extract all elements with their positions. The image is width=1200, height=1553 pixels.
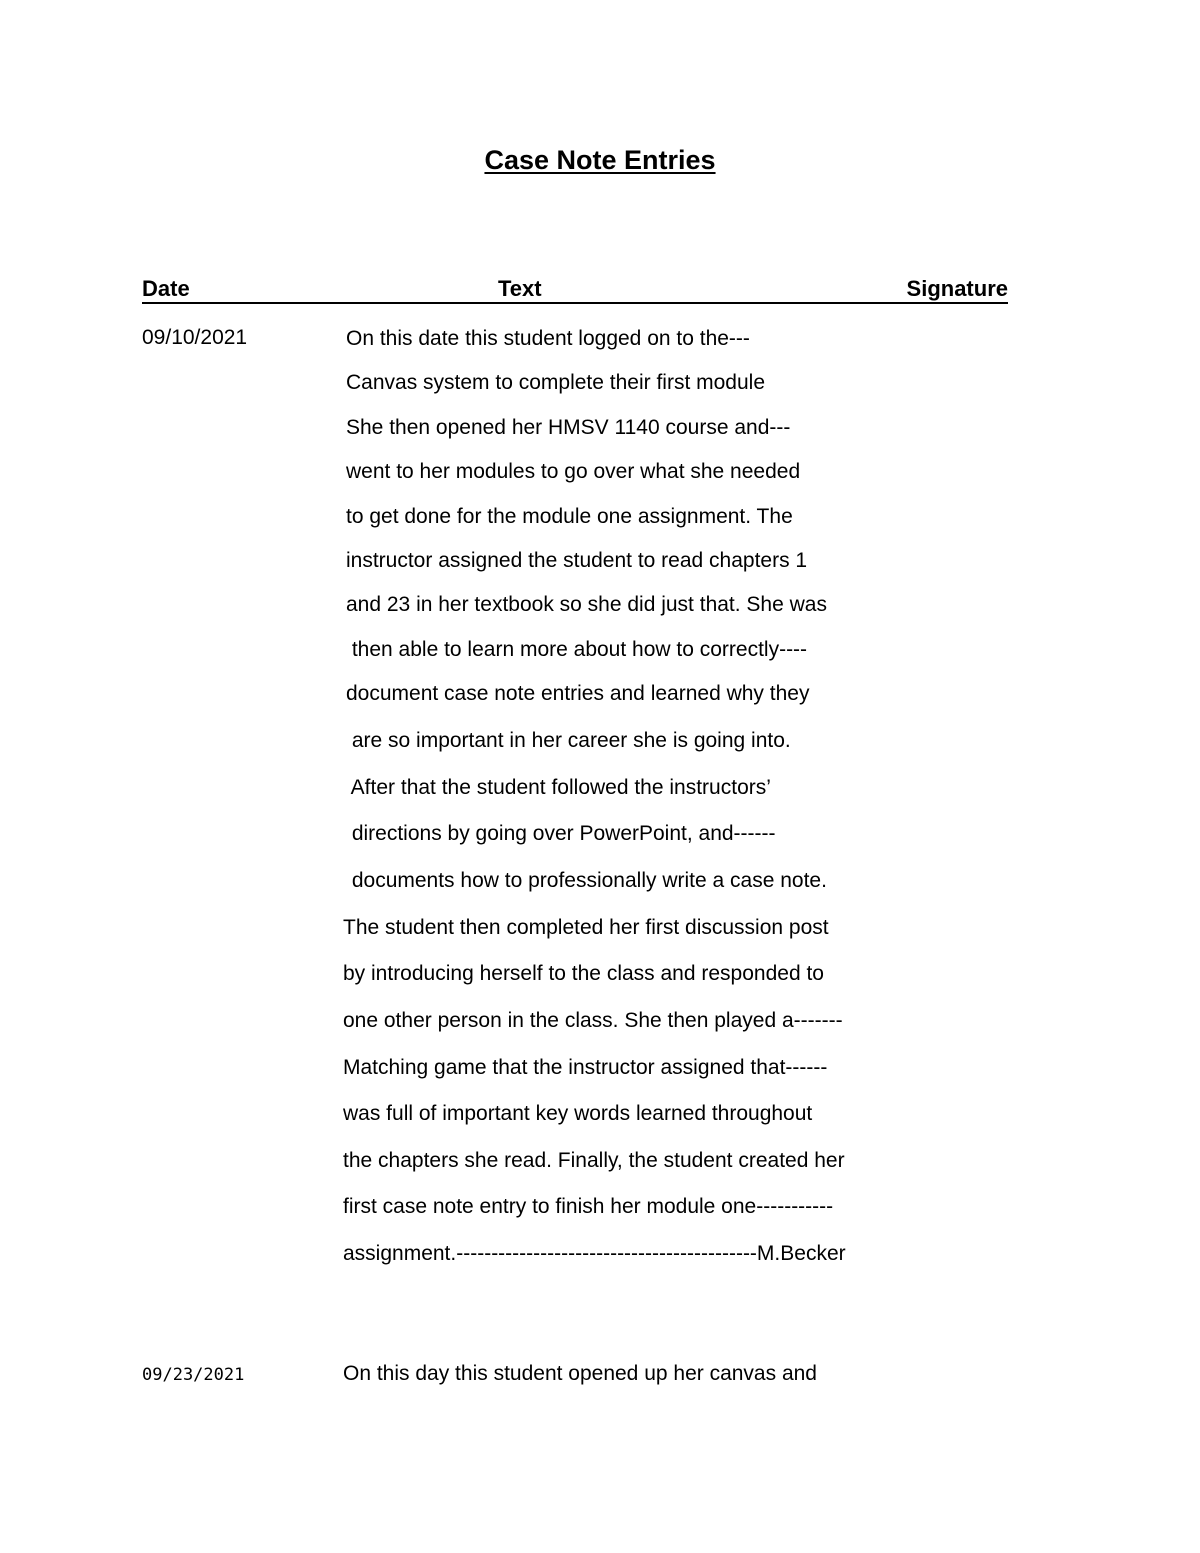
column-header-date: Date — [142, 276, 190, 301]
entry-date: 09/23/2021 — [142, 1365, 245, 1385]
entry-text-line: by introducing herself to the class and responded to — [343, 962, 824, 985]
entry-text-line: The student then completed her first discussion post — [343, 916, 829, 939]
column-header-text: Text — [498, 276, 542, 301]
entry-text-line: was full of important key words learned throughout — [343, 1102, 813, 1125]
entry-text-line: the chapters she read. Finally, the student created her — [343, 1149, 845, 1172]
entry-text-line: documents how to professionally write a case note. — [346, 869, 827, 892]
entry-text-line: On this date this student logged on to the--- — [346, 327, 750, 350]
entry-text-line: instructor assigned the student to read chapters 1 — [346, 549, 808, 572]
entry-text-line: After that the student followed the instructors’ — [346, 776, 771, 799]
entry-text-line: directions by going over PowerPoint, and------ — [346, 822, 776, 845]
entry-text-line: document case note entries and learned why they — [346, 682, 810, 705]
entry-text-line: then able to learn more about how to correctly---- — [346, 638, 808, 661]
entry-text-line: one other person in the class. She then played a------- — [343, 1009, 843, 1032]
entry-text-line: Canvas system to complete their first module — [346, 371, 765, 394]
entry-date: 09/10/2021 — [142, 326, 248, 349]
page-title-text: Case Note Entries — [484, 145, 716, 175]
column-header-signature: Signature — [906, 276, 1008, 301]
entry-text-line: went to her modules to go over what she needed — [346, 460, 801, 483]
entry-text-line: assignment.-------------------------------------------M.Becker — [343, 1242, 846, 1265]
entry-text-line: to get done for the module one assignment. The — [346, 505, 793, 528]
entry-text-line: Matching game that the instructor assigned that------ — [343, 1056, 828, 1079]
entry-text-line: and 23 in her textbook so she did just that. She was — [346, 593, 827, 616]
page-title — [0, 145, 1200, 176]
entry-text-line: On this day this student opened up her canvas and — [343, 1362, 817, 1385]
entry-text-line: She then opened her HMSV 1140 course and--- — [346, 416, 791, 439]
column-header-row — [142, 276, 1008, 304]
entry-text-line: are so important in her career she is going into. — [346, 729, 791, 752]
entry-text-line: first case note entry to finish her module one----------- — [343, 1195, 834, 1218]
